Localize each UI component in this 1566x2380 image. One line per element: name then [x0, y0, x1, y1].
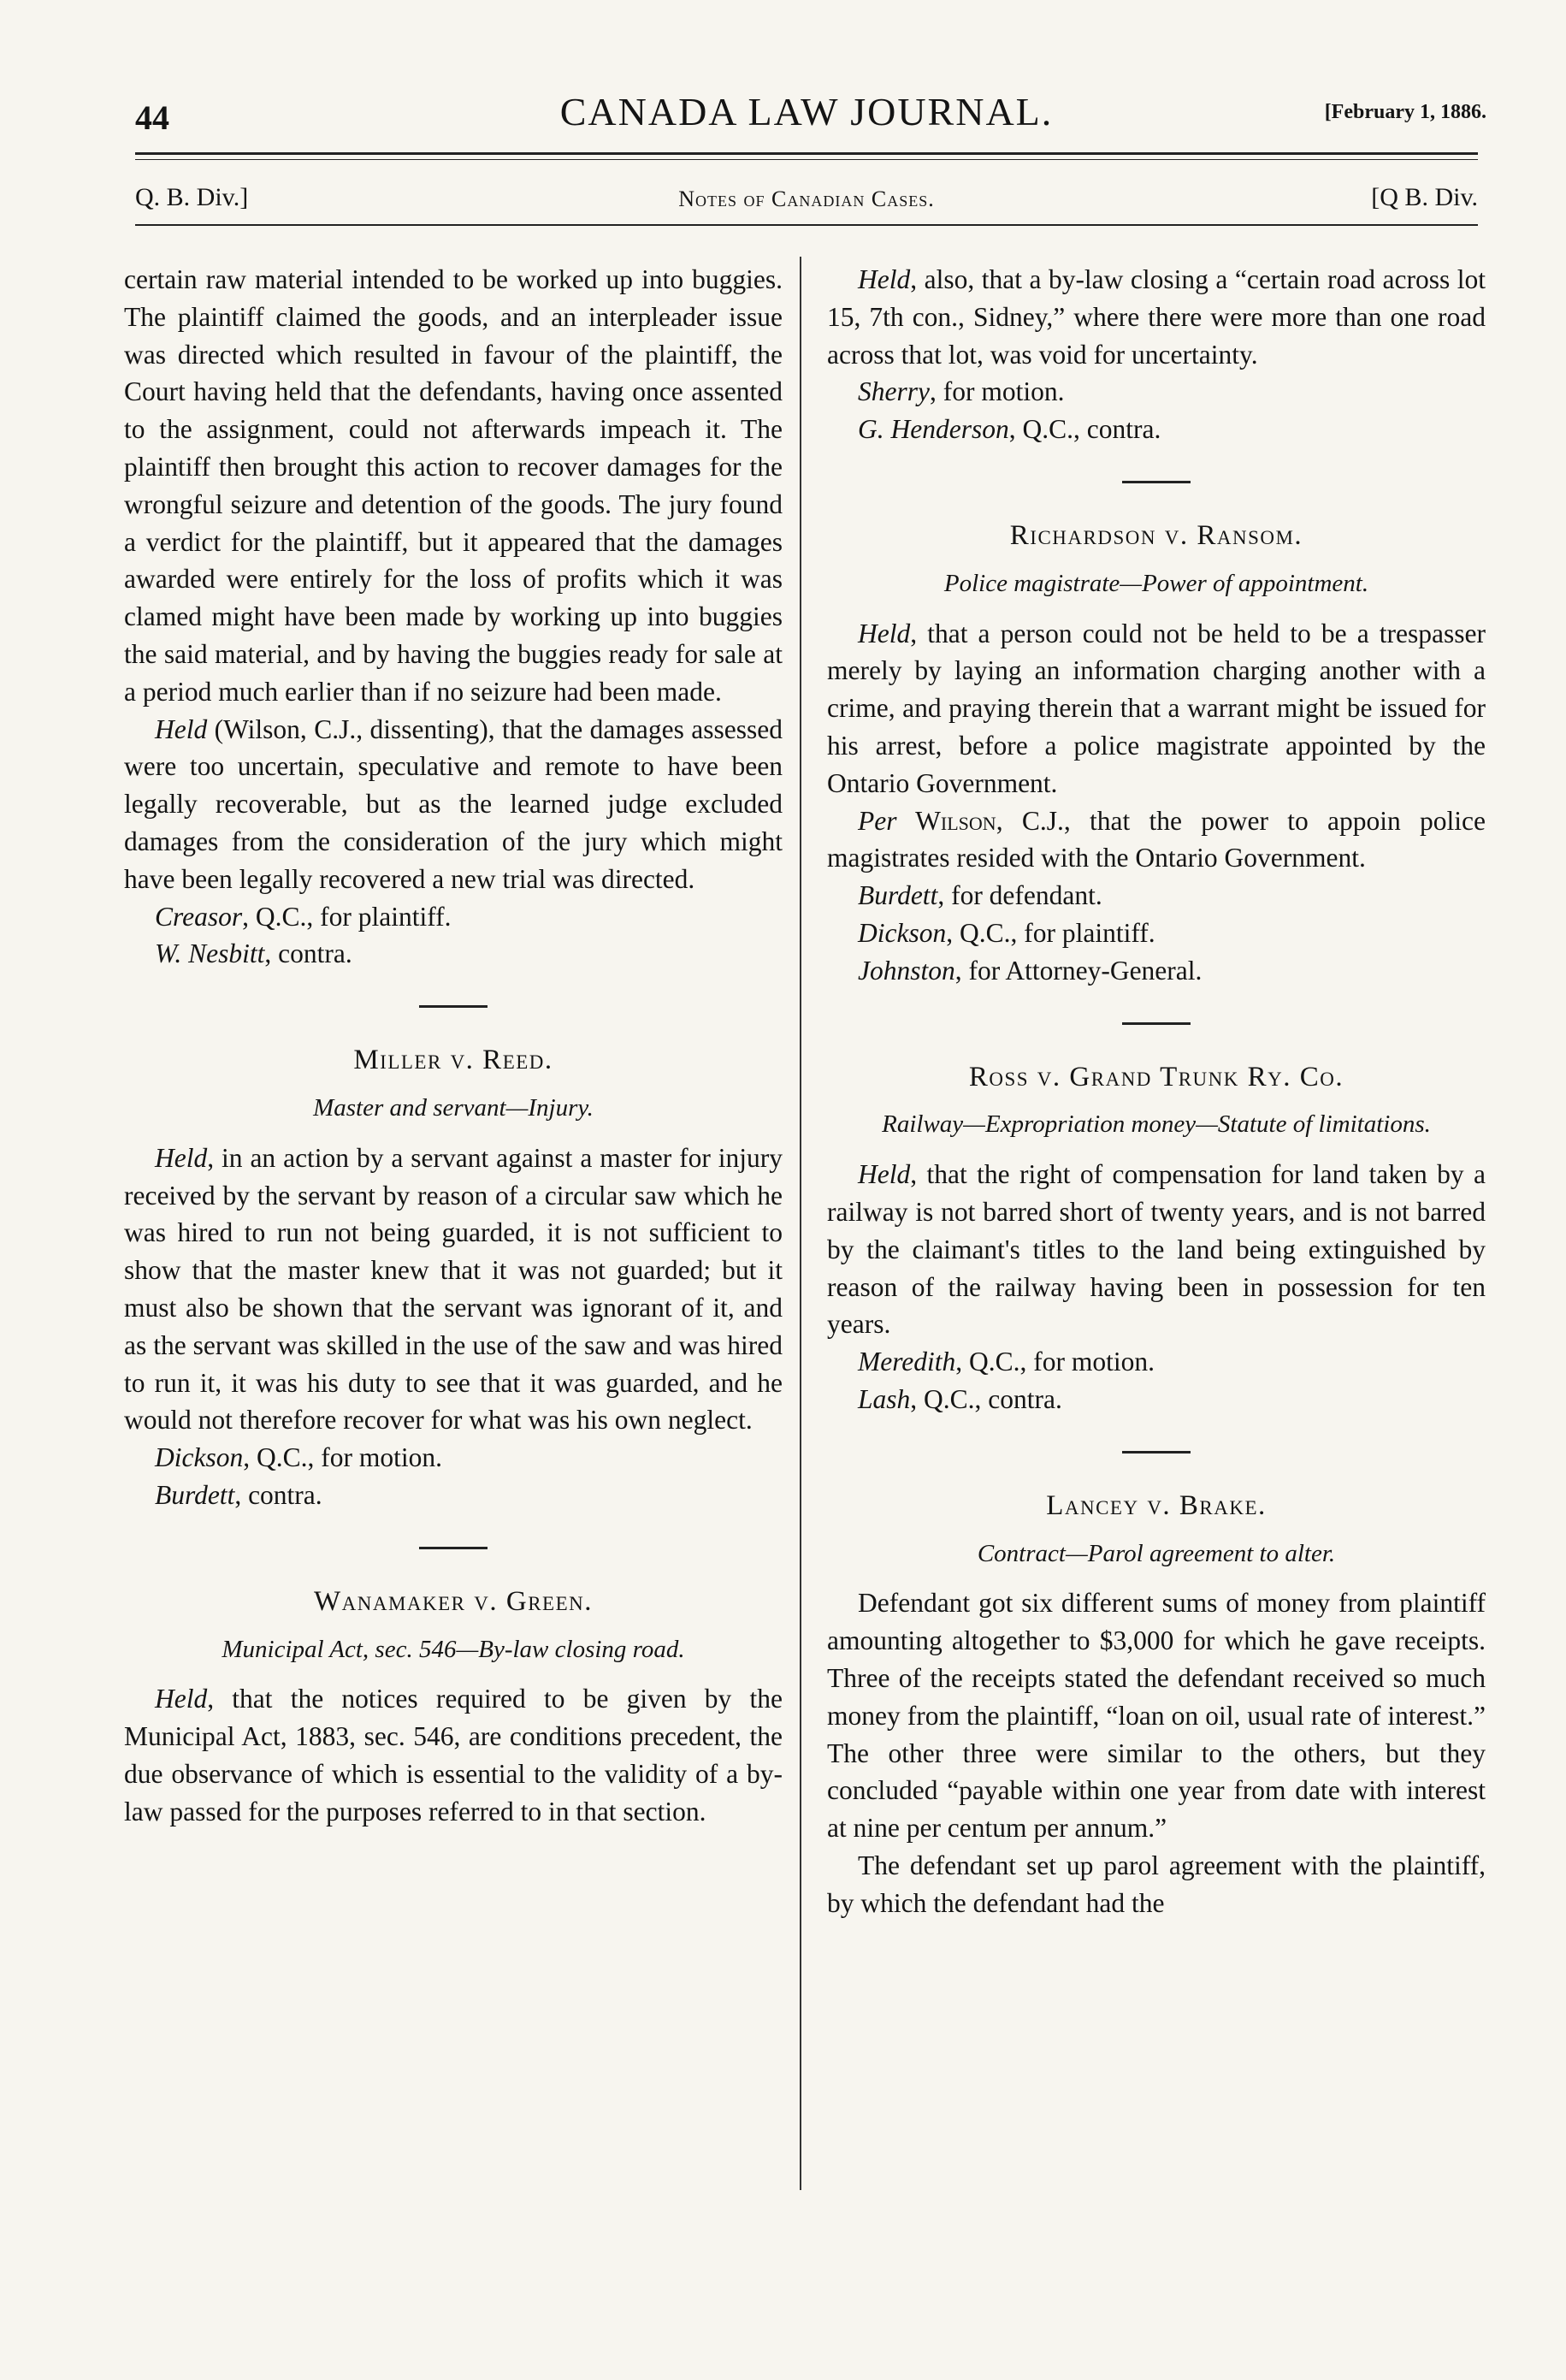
counsel-name: Creasor: [155, 901, 243, 932]
section-title: Notes of Canadian Cases.: [678, 186, 935, 211]
section-rule: [135, 224, 1478, 226]
counsel-line: [827, 1381, 1486, 1418]
case-title-wanamaker: Wanamaker v. Green.: [313, 1585, 594, 1617]
left-column: [124, 261, 783, 1830]
counsel-name: Dickson: [858, 917, 947, 948]
counsel-role: , for defendant.: [937, 880, 1102, 911]
counsel-name: W. Nesbitt: [155, 938, 265, 969]
counsel-line: [124, 1439, 783, 1477]
counsel-role: , contra.: [234, 1479, 322, 1510]
counsel-line: [124, 935, 783, 973]
counsel-line: [827, 411, 1486, 448]
case-subtitle: Master and servant—Injury.: [313, 1093, 594, 1122]
held-label: Held: [858, 618, 911, 648]
judge-name: Wilson: [896, 805, 996, 836]
counsel-name: Meredith: [858, 1347, 956, 1377]
case-separator: [1122, 1451, 1191, 1453]
per-text: , C.J., that the power to appoin police magistrates resided with the Ontario Government.: [827, 805, 1486, 873]
column-divider: [800, 257, 801, 2190]
held-text: , that a person could not be held to be a trespasser merely by laying an information charging another with a crime, and praying therein that a warrant might be issued for his arrest, before a police magistrate appointed by the Ontario Government.: [827, 618, 1486, 798]
case-title-ross: Ross v. Grand Trunk Ry. Co.: [968, 1061, 1344, 1092]
counsel-line: [827, 373, 1486, 411]
case-title-lancey: Lancey v. Brake.: [1046, 1489, 1267, 1521]
case-subtitle: Municipal Act, sec. 546—By-law closing road.: [222, 1635, 685, 1663]
counsel-name: Sherry: [858, 376, 930, 407]
right-column: [827, 261, 1486, 1921]
case-subtitle: Railway—Expropriation money—Statute of limitations.: [882, 1110, 1431, 1139]
held-paragraph: [124, 711, 783, 898]
page-header: [127, 86, 1486, 145]
counsel-role: , Q.C., contra.: [1008, 414, 1161, 445]
counsel-role: , contra.: [264, 938, 352, 969]
body-paragraph: The defendant set up parol agreement with the plaintiff, by which the defendant had the: [827, 1850, 1486, 1918]
body-paragraph: Defendant got six different sums of money from plaintiff amounting altogether to $3,000 for which he gave receipts. Three of the receipts stated the defendant received so much money from the plaintiff, “loan on oil, usual rate of interest.” The other three were similar to the others, but they concluded “payable within one year from date with interest at nine per centum per annum.”: [827, 1588, 1486, 1844]
counsel-role: , Q.C., for plaintiff.: [946, 917, 1155, 948]
held-paragraph: [124, 1680, 783, 1830]
section-right: [Q B. Div.: [1371, 183, 1478, 211]
issue-date: [February 1, 1886.: [1324, 101, 1486, 123]
case-subtitle: Contract—Parol agreement to alter.: [977, 1539, 1336, 1567]
section-header: [135, 178, 1478, 216]
counsel-line: [827, 877, 1486, 915]
counsel-role: , for Attorney-General.: [954, 955, 1203, 986]
case-separator: [1122, 1022, 1191, 1025]
per-label: Per: [858, 805, 897, 836]
held-label: Held: [155, 1684, 208, 1714]
page-number: 44: [135, 98, 169, 137]
case-title-richardson: Richardson v. Ransom.: [1009, 519, 1303, 551]
counsel-role: , Q.C., for motion.: [955, 1347, 1155, 1377]
case-separator: [419, 1547, 488, 1549]
held-text: (Wilson, C.J., dissenting), that the damages assessed were too uncertain, speculative and remote to have been legally recoverable, but as the learned judge excluded damages from the consideration of the jury which might have been legally recovered a new trial was directed.: [124, 713, 783, 894]
counsel-role: , for motion.: [929, 376, 1065, 407]
held-label: Held: [858, 264, 911, 294]
counsel-line: [124, 898, 783, 936]
held-text: , that the right of compensation for land taken by a railway is not barred short of twenty years, and is not barred by the claimant's titles to the land being extinguished by reason of the railway having been in possession for ten years.: [827, 1159, 1486, 1340]
case-separator: [419, 1005, 488, 1008]
held-label: Held: [858, 1159, 911, 1190]
counsel-line: [827, 1343, 1486, 1381]
held-label: Held: [155, 713, 208, 744]
counsel-name: Burdett: [858, 880, 938, 911]
counsel-role: , Q.C., for plaintiff.: [242, 901, 452, 932]
counsel-line: [124, 1477, 783, 1514]
counsel-role: , Q.C., contra.: [910, 1383, 1062, 1414]
counsel-name: Johnston: [858, 955, 955, 986]
case-title-miller: Miller v. Reed.: [353, 1045, 553, 1076]
counsel-name: Dickson: [155, 1442, 244, 1473]
held-text: , that the notices required to be given by the Municipal Act, 1883, sec. 546, are conditions precedent, the due observance of which is essential to the validity of a by-law passed for the purposes referred to in that section.: [124, 1684, 783, 1826]
counsel-name: Burdett: [155, 1479, 235, 1510]
held-paragraph: [827, 615, 1486, 802]
case-subtitle: Police magistrate—Power of appointment.: [943, 569, 1369, 597]
counsel-line: [827, 952, 1486, 990]
counsel-line: [827, 915, 1486, 952]
counsel-role: , Q.C., for motion.: [243, 1442, 442, 1473]
case-continuation: certain raw material intended to be worked up into buggies. The plaintiff claimed the goods, and an interpleader issue was directed which resulted in favour of the plaintiff, the Court having held that the defendants, having once assented to the assignment, could not afterwards impeach it. The plaintiff then brought this action to recover damages for the wrongful seizure and detention of the goods. The jury found a verdict for the plaintiff, but it appeared that the damages awarded were entirely for the loss of profits which it was clamed might have been made by working up into buggies the said material, and by having the buggies ready for sale at a period much earlier than if no seizure had been made.: [124, 264, 783, 707]
per-paragraph: [827, 802, 1486, 878]
header-rule: [135, 152, 1478, 155]
held-paragraph: [827, 261, 1486, 373]
counsel-name: G. Henderson: [858, 414, 1009, 445]
counsel-name: Lash: [858, 1383, 911, 1414]
held-text: , in an action by a servant against a master for injury received by the servant by reason of a circular saw which he was hired to run not being guarded, it is not sufficient to show that the master knew that it was not guarded; but it must also be shown that the servant was ignorant of it, and as the servant was skilled in the use of the saw and was hired to run it, it was his duty to see that it was guarded, and he would not therefore recover for what was his own neglect.: [124, 1142, 783, 1436]
journal-title: CANADA LAW JOURNAL.: [559, 90, 1054, 133]
case-separator: [1122, 481, 1191, 483]
held-text: , also, that a by-law closing a “certain road across lot 15, 7th con., Sidney,” where there were more than one road across that lot, was void for uncertainty.: [827, 264, 1486, 370]
header-rule-thin: [135, 159, 1478, 160]
held-paragraph: [827, 1156, 1486, 1343]
held-paragraph: [124, 1140, 783, 1439]
held-label: Held: [155, 1142, 208, 1173]
section-left: Q. B. Div.]: [135, 183, 249, 211]
